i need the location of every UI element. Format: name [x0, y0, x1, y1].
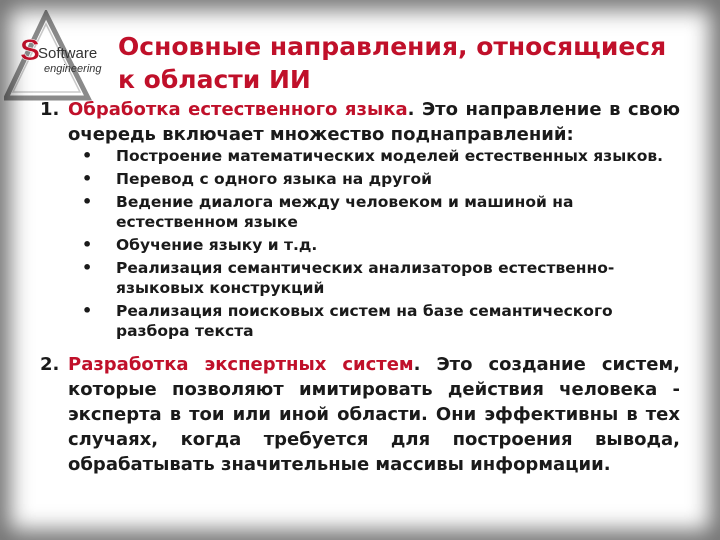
bullet-text: Обучение языку и т.д.	[116, 236, 318, 254]
list-item	[82, 169, 682, 189]
list-item	[82, 146, 682, 166]
bullet-dot-icon: •	[82, 235, 93, 254]
bullet-dot-icon: •	[82, 301, 93, 320]
software-engineering-logo	[4, 10, 114, 106]
list-item-2	[40, 352, 680, 477]
item-1-lead: Обработка естественного языка	[68, 99, 408, 120]
item-2-lead: Разработка экспертных систем	[68, 354, 414, 375]
bullet-text: Реализация семантических анализаторов естественно-языковых конструкций	[116, 259, 615, 297]
slide-title: Основные направления, относящиеся к области ИИ	[118, 32, 667, 94]
item-2-number: 2.	[40, 354, 60, 375]
bullet-text: Ведение диалога между человеком и машиной на естественном языке	[116, 193, 574, 231]
bullet-dot-icon: •	[82, 192, 93, 211]
bullet-text: Построение математических моделей естественных языков.	[116, 147, 664, 165]
item-1-text	[68, 97, 680, 147]
svg-text:S: S	[20, 34, 41, 67]
triangle-logo-icon	[4, 10, 114, 106]
list-item-1	[40, 97, 680, 147]
bullet-text: Перевод с одного языка на другой	[116, 170, 432, 188]
logo-line2: engineering	[44, 63, 102, 75]
bullet-dot-icon: •	[82, 146, 93, 165]
bullet-dot-icon: •	[82, 258, 93, 277]
item-1-rest: . Это направление в свою очередь включает множество поднаправлений:	[68, 99, 680, 145]
list-item	[82, 301, 682, 341]
list-item	[82, 192, 682, 232]
sub-bullet-list	[82, 146, 682, 344]
list-item	[82, 235, 682, 255]
list-item	[82, 258, 682, 298]
bullet-text: Реализация поисковых систем на базе семантического разбора текста	[116, 302, 613, 340]
bullet-dot-icon: •	[82, 169, 93, 188]
logo-line1: Software	[38, 45, 98, 62]
item-1-number: 1.	[40, 99, 60, 120]
item-2-text	[68, 352, 680, 477]
item-2-rest: . Это создание систем, которые позволяют имитировать действия человека - эксперта в тои или иной области. Они эффективны в тех случаях, когда требуется для построения вывода, обрабатывать значительные массивы информации.	[68, 354, 680, 475]
